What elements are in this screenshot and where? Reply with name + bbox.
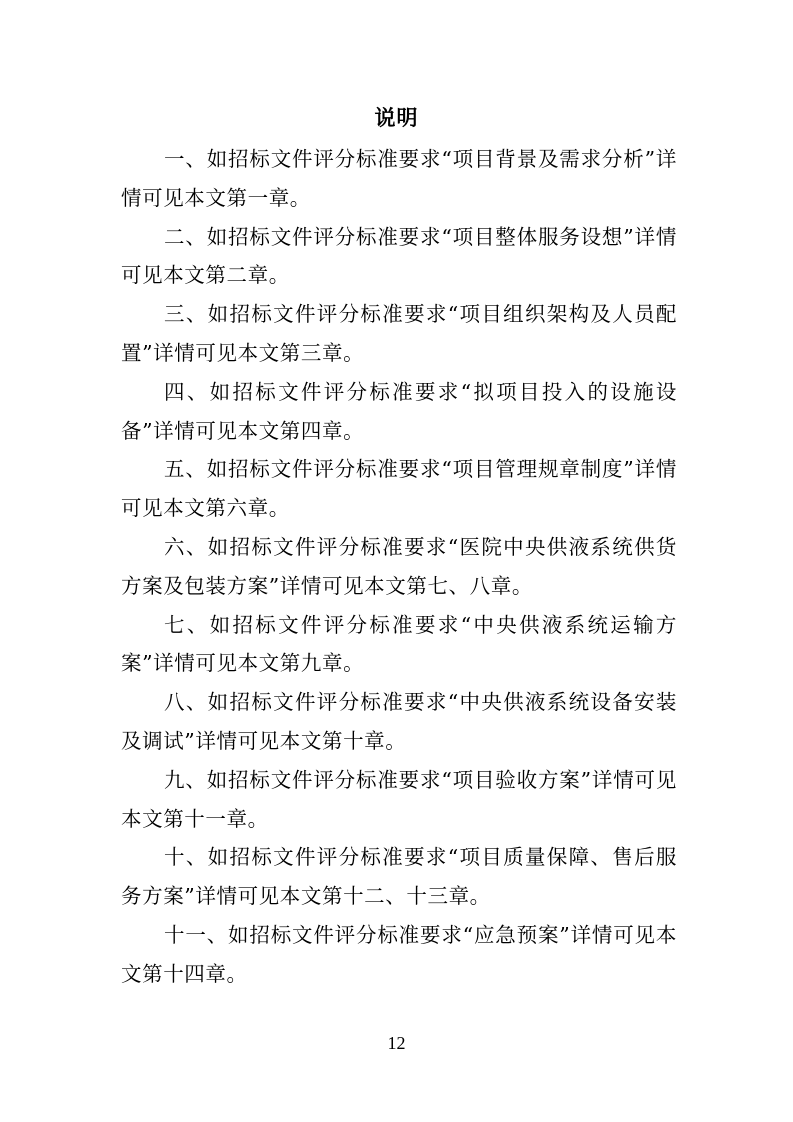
page-number: 12 <box>387 1033 406 1053</box>
document-body <box>121 140 677 994</box>
paragraph-5: 五、如招标文件评分标准要求“项目管理规章制度”详情可见本文第六章。 <box>121 457 677 521</box>
paragraph-7: 七、如招标文件评分标准要求“中央供液系统运输方案”详情可见本文第九章。 <box>121 612 677 676</box>
paragraph-2: 二、如招标文件评分标准要求“项目整体服务设想”详情可见本文第二章。 <box>121 224 677 288</box>
paragraph-4: 四、如招标文件评分标准要求“拟项目投入的设施设备”详情可见本文第四章。 <box>121 379 677 443</box>
paragraph-3: 三、如招标文件评分标准要求“项目组织架构及人员配置”详情可见本文第三章。 <box>121 302 677 365</box>
page-title: 说明 <box>374 105 419 130</box>
paragraph-9: 九、如招标文件评分标准要求“项目验收方案”详情可见本文第十一章。 <box>121 767 677 831</box>
paragraph-1: 一、如招标文件评分标准要求“项目背景及需求分析”详情可见本文第一章。 <box>121 147 677 210</box>
paragraph-6: 六、如招标文件评分标准要求“医院中央供液系统供货方案及包装方案”详情可见本文第七、八章。 <box>121 534 677 598</box>
paragraph-8: 八、如招标文件评分标准要求“中央供液系统设备安装及调试”详情可见本文第十章。 <box>121 690 677 753</box>
paragraph-10: 十、如招标文件评分标准要求“项目质量保障、售后服务方案”详情可见本文第十二、十三章。 <box>121 845 677 909</box>
paragraph-11: 十一、如招标文件评分标准要求“应急预案”详情可见本文第十四章。 <box>121 922 677 986</box>
